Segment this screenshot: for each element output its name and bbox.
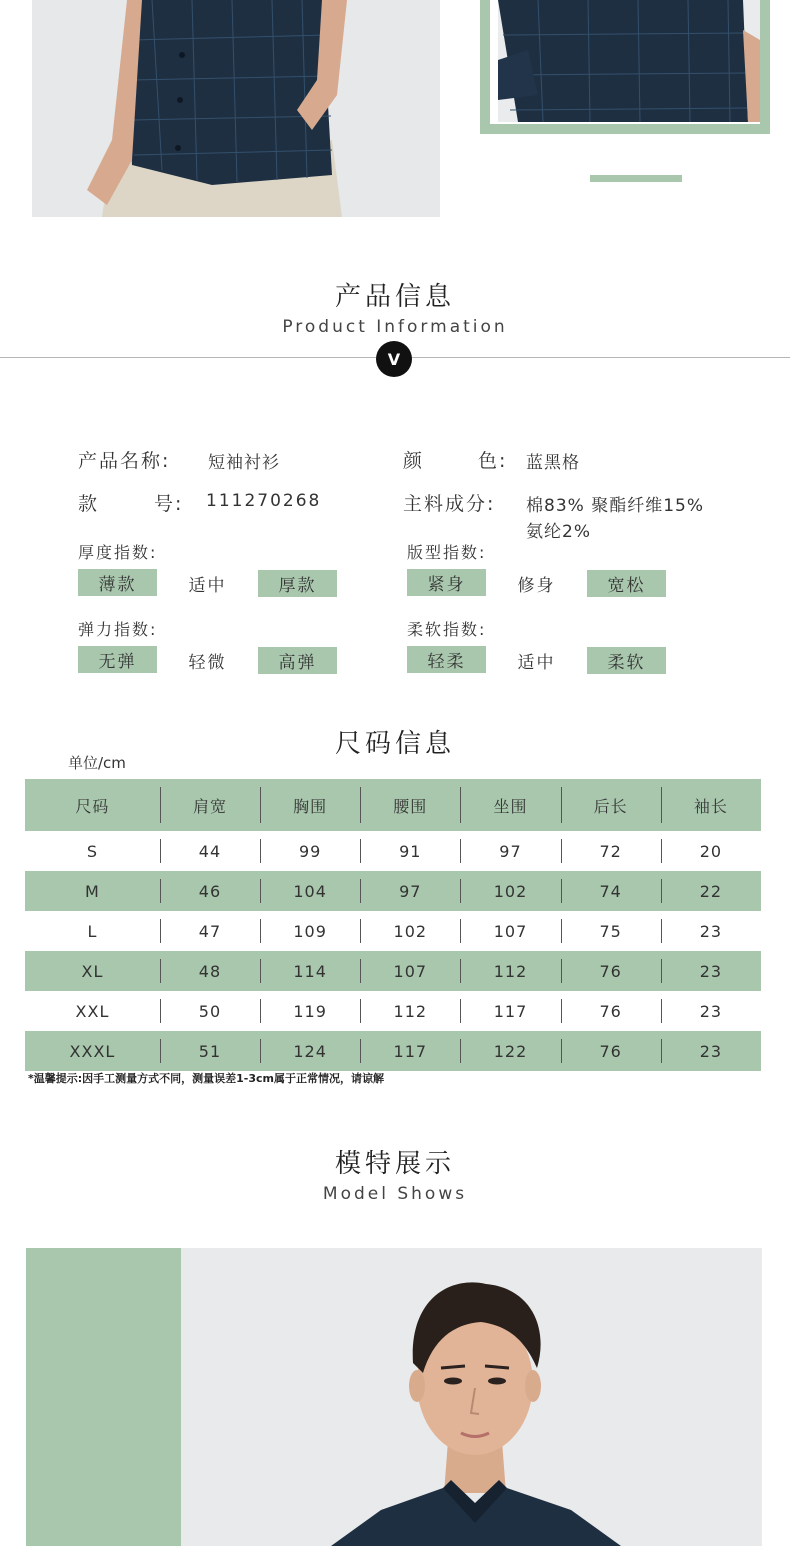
thickness-option-medium: 适中 xyxy=(188,576,227,596)
section-title-cn: 尺码信息 xyxy=(334,729,455,759)
table-cell: 107 xyxy=(360,951,460,991)
table-cell: 99 xyxy=(260,831,360,871)
table-cell: 47 xyxy=(160,911,260,951)
table-cell: 76 xyxy=(561,991,661,1031)
table-cell: 114 xyxy=(260,951,360,991)
table-cell: 107 xyxy=(460,911,560,951)
color-label-a: 颜 xyxy=(403,450,425,472)
table-cell: 102 xyxy=(460,871,560,911)
table-cell: 72 xyxy=(561,831,661,871)
table-cell: L xyxy=(87,921,98,941)
table-cell: 122 xyxy=(460,1031,560,1071)
fit-option-slim: 修身 xyxy=(517,576,556,596)
softness-option-light: 轻柔 xyxy=(407,646,486,673)
v-badge: V xyxy=(376,341,412,377)
style-label-a: 款 xyxy=(78,493,100,515)
product-info-title xyxy=(0,276,790,337)
header-chest: 胸围 xyxy=(260,779,360,831)
table-header-row xyxy=(25,779,761,831)
header-sleeve: 袖长 xyxy=(661,779,761,831)
table-cell: XL xyxy=(25,951,160,991)
fit-label: 版型指数: xyxy=(407,543,487,562)
material-value-line2: 氨纶2% xyxy=(526,522,591,542)
table-cell: 102 xyxy=(360,911,460,951)
table-cell: XXL xyxy=(75,1001,110,1021)
product-photo-detail xyxy=(498,0,760,122)
table-cell: 91 xyxy=(360,831,460,871)
measurement-note: *温馨提示:因手工测量方式不同，测量误差1-3cm属于正常情况，请谅解 xyxy=(28,1072,385,1085)
product-name-value: 短袖衬衫 xyxy=(208,453,280,473)
table-cell: M xyxy=(25,871,160,911)
table-cell: 23 xyxy=(661,951,761,991)
elasticity-option-high: 高弹 xyxy=(258,647,337,674)
fit-option-loose: 宽松 xyxy=(587,570,666,597)
model-green-panel xyxy=(26,1248,181,1546)
softness-option-medium: 适中 xyxy=(517,653,556,673)
style-label-b: 号: xyxy=(154,493,184,515)
table-cell: 97 xyxy=(360,871,460,911)
table-row xyxy=(25,831,761,871)
table-row xyxy=(25,911,761,951)
table-cell: 75 xyxy=(561,911,661,951)
material-value-line1: 棉83% 聚酯纤维15% xyxy=(526,496,704,516)
elasticity-option-slight: 轻微 xyxy=(188,653,227,673)
table-cell: 119 xyxy=(260,991,360,1031)
table-cell: 76 xyxy=(561,1031,661,1071)
model-shows-title xyxy=(0,1143,790,1204)
header-back-length: 后长 xyxy=(561,779,661,831)
material-label: 主料成分: xyxy=(403,493,496,515)
table-cell: 117 xyxy=(460,991,560,1031)
softness-label: 柔软指数: xyxy=(407,620,487,639)
header-shoulder: 肩宽 xyxy=(160,779,260,831)
style-number-value: 111270268 xyxy=(206,491,322,511)
section-title-en: Model Shows xyxy=(322,1184,468,1204)
table-cell: 46 xyxy=(160,871,260,911)
table-cell: 117 xyxy=(360,1031,460,1071)
table-row xyxy=(25,951,761,991)
header-waist: 腰围 xyxy=(360,779,460,831)
color-label-b: 色: xyxy=(478,450,508,472)
header-hip: 坐围 xyxy=(460,779,560,831)
decorative-bar xyxy=(590,175,682,182)
thickness-option-thin: 薄款 xyxy=(78,569,157,596)
product-photo-front xyxy=(32,0,440,217)
table-cell: 23 xyxy=(661,1031,761,1071)
product-name-label: 产品名称: xyxy=(78,450,171,472)
table-cell: 51 xyxy=(160,1031,260,1071)
table-cell: 44 xyxy=(160,831,260,871)
table-cell: 76 xyxy=(561,951,661,991)
section-title-en: Product Information xyxy=(282,317,508,337)
table-cell: XXXL xyxy=(25,1031,160,1071)
unit-label: 单位/cm xyxy=(68,754,126,772)
model-photo xyxy=(181,1248,762,1546)
fit-option-tight: 紧身 xyxy=(407,569,486,596)
table-cell: S xyxy=(86,841,99,861)
header-size: 尺码 xyxy=(25,779,160,831)
table-row xyxy=(25,991,761,1031)
table-cell: 50 xyxy=(160,991,260,1031)
table-cell: 124 xyxy=(260,1031,360,1071)
size-table xyxy=(25,779,761,1071)
table-row xyxy=(25,1031,761,1071)
table-cell: 74 xyxy=(561,871,661,911)
table-cell: 22 xyxy=(661,871,761,911)
table-cell: 112 xyxy=(460,951,560,991)
table-cell: 23 xyxy=(661,991,761,1031)
table-cell: 109 xyxy=(260,911,360,951)
elasticity-label: 弹力指数: xyxy=(78,620,158,639)
table-cell: 97 xyxy=(460,831,560,871)
table-cell: 20 xyxy=(661,831,761,871)
section-title-cn: 模特展示 xyxy=(334,1149,455,1179)
elasticity-option-none: 无弹 xyxy=(78,646,157,673)
table-cell: 48 xyxy=(160,951,260,991)
table-cell: 23 xyxy=(661,911,761,951)
color-value: 蓝黑格 xyxy=(526,453,580,473)
section-title-cn: 产品信息 xyxy=(334,282,455,312)
table-row xyxy=(25,871,761,911)
table-cell: 104 xyxy=(260,871,360,911)
thickness-label: 厚度指数: xyxy=(78,543,158,562)
thickness-option-thick: 厚款 xyxy=(258,570,337,597)
table-cell: 112 xyxy=(360,991,460,1031)
softness-option-soft: 柔软 xyxy=(587,647,666,674)
